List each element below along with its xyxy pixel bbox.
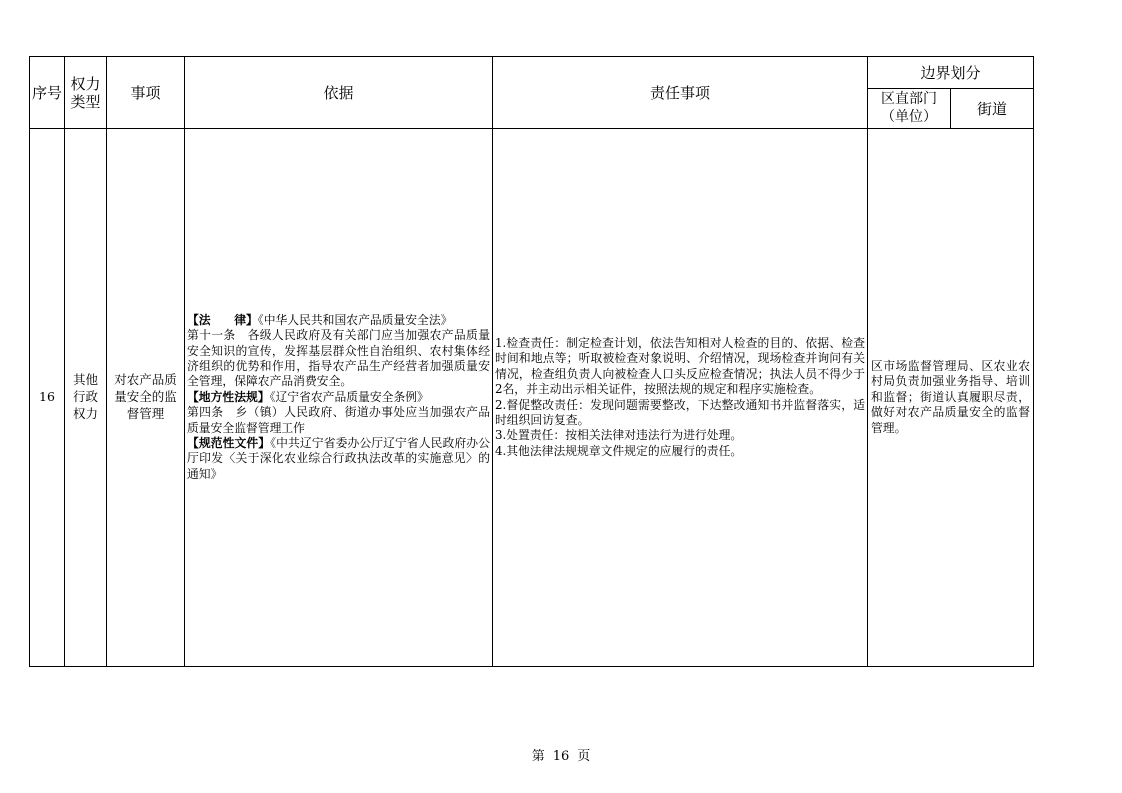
header-responsibility: 责任事项	[493, 57, 868, 129]
responsibility-item: 2.督促整改责任：发现问题需要整改，下达整改通知书并监督落实，适时组织回访复查。	[495, 397, 865, 427]
page-footer-prefix: 第	[531, 749, 545, 764]
page-footer-suffix: 页	[577, 749, 591, 764]
page-number: 16	[552, 749, 570, 764]
basis-law-tag: 【法 律】	[187, 312, 258, 327]
responsibility-item: 4.其他法律法规规章文件规定的应履行的责任。	[495, 443, 743, 458]
basis-law	[187, 313, 490, 328]
row-boundary: 区市场监督管理局、区农业农村局负责加强业务指导、培训和监督；街道认真履职尽责，做好对农产品质量安全的监督管理。	[868, 129, 1034, 667]
row-basis	[185, 129, 493, 667]
row-seq: 16	[30, 129, 65, 667]
basis-normative-document-text: 《中共辽宁省委办公厅辽宁省人民政府办公厅印发〈关于深化农业综合行政执法改革的实施意见〉的通知》	[187, 436, 490, 481]
header-district-dept-unit: （单位）	[881, 108, 937, 125]
responsibility-item: 3.处置责任：按相关法律对违法行为进行处理。	[495, 428, 743, 443]
basis-local-regulation	[187, 390, 490, 405]
basis-local-regulation-article: 第四条 乡（镇）人民政府、街道办事处应当加强农产品质量安全监督管理工作	[187, 405, 490, 435]
responsibility-item: 1.检查责任：制定检查计划，依法告知相对人检查的目的、依据、检查时间和地点等；听取被检查对象说明、介绍情况，现场检查并询问有关情况，检查组负责人向被检查人口头反应检查情况；执法人员不得少于2名，并主动出示相关证件，按照法规的规定和程序实施检查。	[495, 335, 865, 397]
row-responsibilities	[493, 129, 868, 667]
basis-law-text: 《中华人民共和国农产品质量安全法》	[257, 312, 453, 327]
header-street: 街道	[951, 89, 1034, 129]
basis-normative-document	[187, 436, 490, 482]
header-item: 事项	[107, 57, 185, 129]
power-list-table	[29, 56, 1034, 667]
basis-law-article: 第十一条 各级人民政府及有关部门应当加强农产品质量安全知识的宣传，发挥基层群众性自治组织、农村集体经济组织的优势和作用，指导农产品生产经营者加强质量安全管理，保障农产品消费安全。	[187, 328, 490, 389]
row-item: 对农产品质量安全的监督管理	[107, 129, 185, 667]
header-seq: 序号	[30, 57, 65, 129]
basis-local-regulation-text: 《辽宁省农产品质量安全条例》	[269, 389, 429, 404]
row-power-type: 其他行政权力	[65, 129, 107, 667]
basis-local-regulation-tag: 【地方性法规】	[187, 389, 270, 404]
header-power-type: 权力类型	[65, 57, 107, 129]
header-district-dept-label: 区直部门	[881, 91, 937, 107]
header-basis: 依据	[185, 57, 493, 129]
header-district-dept	[868, 89, 951, 129]
basis-normative-document-tag: 【规范性文件】	[187, 436, 271, 451]
header-boundary: 边界划分	[868, 57, 1034, 89]
page-footer	[0, 745, 1122, 764]
